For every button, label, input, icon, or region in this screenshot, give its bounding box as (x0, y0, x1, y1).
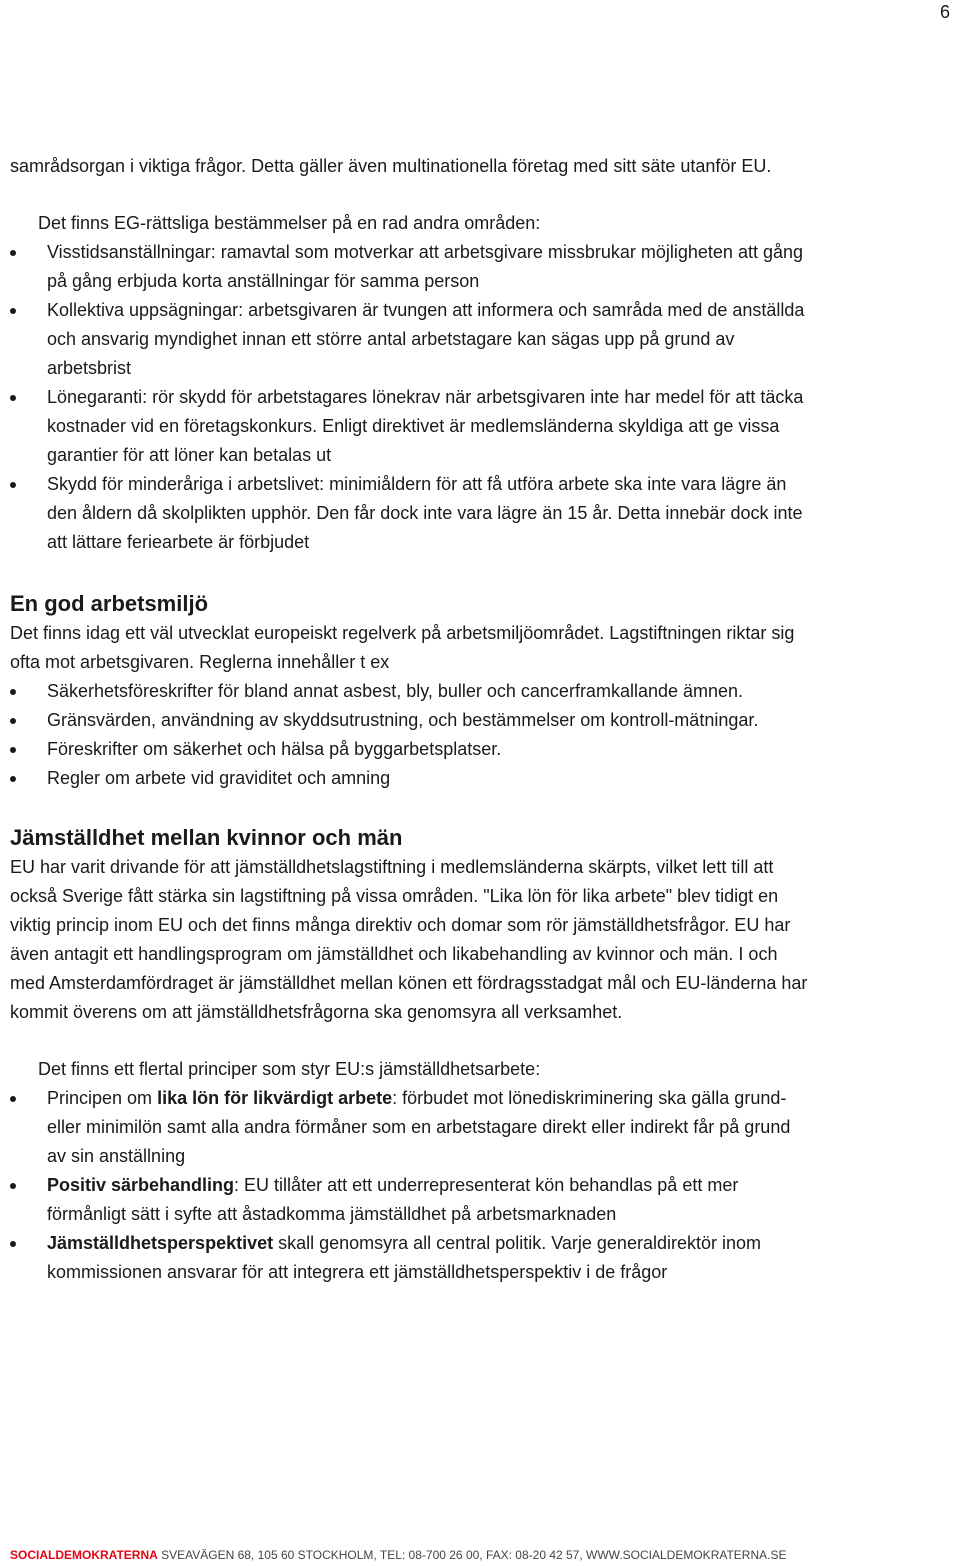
list-item: Skydd för minderåriga i arbetslivet: minimiåldern för att få utföra arbete ska inte vara lägre än den åldern då skolplikten upphör. Den får dock inte vara lägre än 15 år. Detta innebär dock inte att lättare feriearbete är förbjudet (10, 470, 810, 557)
list-item: Föreskrifter om säkerhet och hälsa på byggarbetsplatser. (10, 735, 810, 764)
eg-list (10, 238, 810, 557)
principle-term: lika lön för likvärdigt arbete (157, 1088, 393, 1108)
heading-work-environment: En god arbetsmiljö (10, 591, 209, 616)
intro-paragraph: samrådsorgan i viktiga frågor. Detta gäller även multinationella företag med sitt säte utanför EU. (10, 156, 772, 176)
list-item: Jämställdhetsperspektivet skall genomsyra all central politik. Varje generaldirektör inom kommissionen ansvarar för att integrera ett jämställdhetsperspektiv i de frågor (10, 1229, 810, 1287)
list-item: Regler om arbete vid graviditet och amning (10, 764, 810, 793)
principles-list (10, 1084, 810, 1287)
heading-equality: Jämställdhet mellan kvinnor och män (10, 825, 403, 850)
footer-brand: SOCIALDEMOKRATERNA (10, 1548, 158, 1562)
list-item: Principen om lika lön för likvärdigt arbete: förbudet mot lönediskriminering ska gälla grund- eller minimilön samt alla andra förmåner som en arbetstagare direkt eller indirekt får på grund av sin anställning (10, 1084, 810, 1171)
principle-term: Jämställdhetsperspektivet (47, 1233, 274, 1253)
footer-address: SVEAVÄGEN 68, 105 60 STOCKHOLM, TEL: 08-700 26 00, FAX: 08-20 42 57, WWW.SOCIALDEMOKRATERNA.SE (157, 1548, 787, 1562)
equality-paragraph: EU har varit drivande för att jämställdhetslagstiftning i medlemsländerna skärpts, vilket lett till att också Sverige fått stärka sin lagstiftning på vissa områden. "Lika lön för lika arbete" blev tidigt en viktig princip inom EU och det finns många direktiv och domar som rör jämställdhetsfrågor. EU har även antagit ett handlingsprogram om jämställdhet och likabehandling av kvinnor och män. I och med Amsterdamfördraget är jämställdhet mellan könen ett fördragsstadgat mål och EU-länderna har kommit överens om att jämställdhetsfrågorna ska genomsyra all verksamhet. (10, 857, 808, 1022)
list-item: Kollektiva uppsägningar: arbetsgivaren är tvungen att informera och samråda med de anställda och ansvarig myndighet innan ett större antal arbetstagare kan sägas upp på grund av arbetsbrist (10, 296, 810, 383)
page-number: 6 (939, 2, 950, 22)
list-item: Gränsvärden, användning av skyddsutrustning, och bestämmelser om kontroll-mätningar. (10, 706, 810, 735)
list-item: Lönegaranti: rör skydd för arbetstagares lönekrav när arbetsgivaren inte har medel för att täcka kostnader vid en företagskonkurs. Enligt direktivet är medlemsländerna skyldiga att ge vissa garantier för att löner kan betalas ut (10, 383, 810, 470)
list-item: Säkerhetsföreskrifter för bland annat asbest, bly, buller och cancerframkallande ämnen. (10, 677, 810, 706)
list-item: Visstidsanställningar: ramavtal som motverkar att arbetsgivare missbrukar möjligheten att gång på gång erbjuda korta anställningar för samma person (10, 238, 810, 296)
document-body (10, 152, 810, 1287)
work-environment-paragraph: Det finns idag ett väl utvecklat europeiskt regelverk på arbetsmiljöområdet. Lagstiftningen riktar sig ofta mot arbetsgivaren. Reglerna innehåller t ex (10, 623, 795, 672)
list-item: Positiv särbehandling: EU tillåter att ett underrepresenterat kön behandlas på ett mer förmånligt sätt i syfte att åstadkomma jämställdhet på arbetsmarknaden (10, 1171, 810, 1229)
eg-intro: Det finns EG-rättsliga bestämmelser på en rad andra områden: (38, 213, 541, 233)
page-footer (10, 1548, 786, 1562)
principle-term: Positiv särbehandling (47, 1175, 235, 1195)
principles-intro: Det finns ett flertal principer som styr EU:s jämställdhetsarbete: (38, 1059, 541, 1079)
work-environment-list (10, 677, 810, 793)
